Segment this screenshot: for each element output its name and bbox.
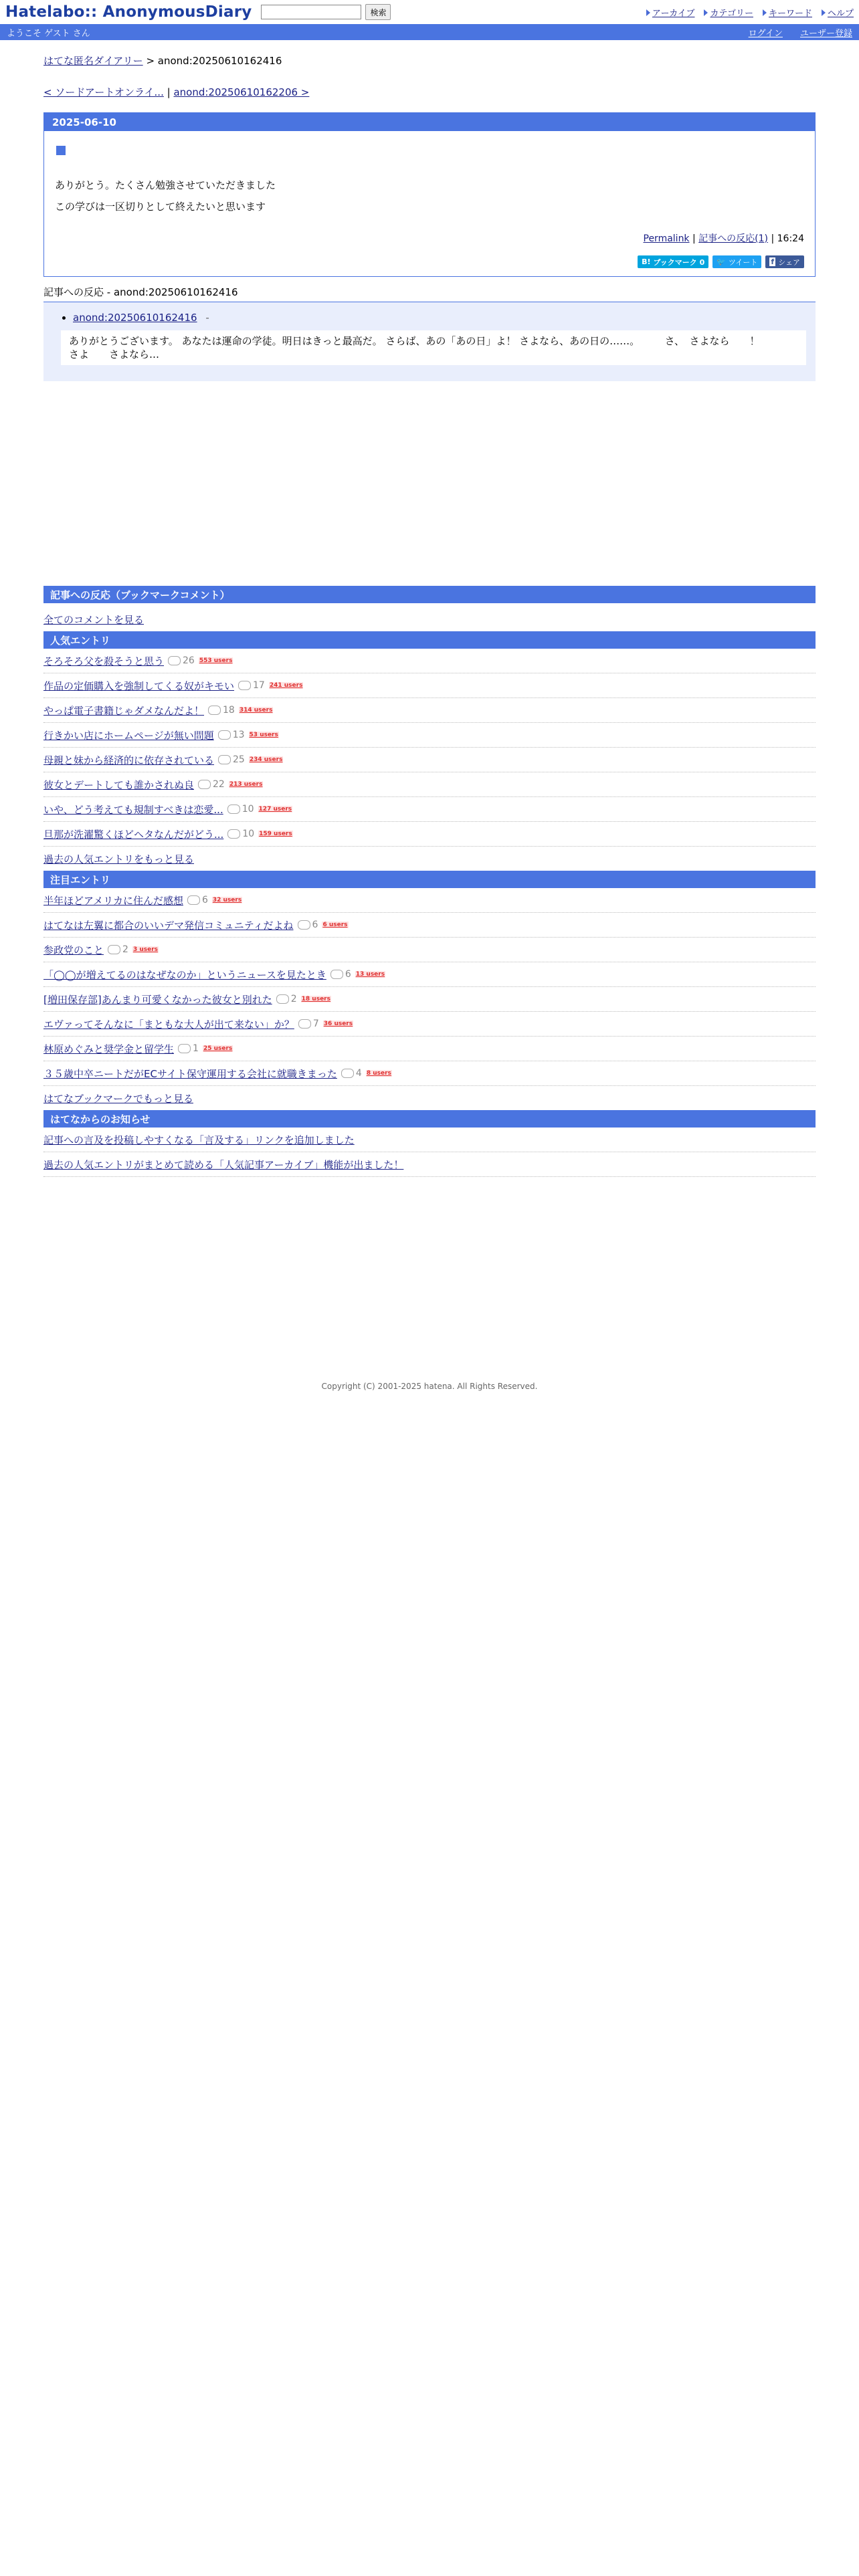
top-nav xyxy=(646,6,854,19)
ad-space xyxy=(43,381,816,586)
nav-help-link[interactable]: ヘルプ xyxy=(827,8,854,19)
search-input[interactable] xyxy=(261,5,361,19)
notice-link[interactable]: 記事への言及を投稿しやすくなる「言及する」リンクを追加しました xyxy=(43,1134,355,1146)
entry-footer: Permalink | 記事への反応(1) | 16:24 xyxy=(643,233,804,244)
entry-title-link[interactable]: はてなは左翼に都合のいいデマ発信コミュニティだよね xyxy=(43,919,294,932)
entry-row xyxy=(43,649,816,673)
entry-row xyxy=(43,962,816,987)
comment-count[interactable]: 10 xyxy=(227,829,254,839)
reaction-item: • anond:20250610162416 - xyxy=(73,312,806,324)
entry-body-line: ありがとう。たくさん勉強させていただきました xyxy=(55,179,276,191)
facebook-share-button[interactable]: f シェア xyxy=(765,255,804,268)
tweet-button[interactable]: 🐦 ツイート xyxy=(712,255,761,268)
speech-bubble-icon xyxy=(227,829,240,839)
entry-row xyxy=(43,673,816,698)
breadcrumb-current: anond:20250610162416 xyxy=(157,55,282,67)
entry-title-link[interactable]: 旦那が洗濯驚くほどヘタなんだがどう... xyxy=(43,828,224,841)
bookmark-users-badge[interactable]: 18 users xyxy=(301,996,330,1002)
entry-title-link[interactable]: 半年ほどアメリカに住んだ感想 xyxy=(43,894,183,907)
reactions-title: 記事への反応 - anond:20250610162416 xyxy=(43,286,238,298)
entry-row xyxy=(43,723,816,748)
bookmark-users-badge[interactable]: 241 users xyxy=(269,682,303,689)
notice-item xyxy=(43,1152,816,1177)
breadcrumb xyxy=(43,53,816,68)
entry-row xyxy=(43,748,816,772)
entry-row xyxy=(43,822,816,847)
reaction-item-link[interactable]: anond:20250610162416 xyxy=(73,312,197,324)
entry-row xyxy=(43,987,816,1012)
entry-title-link[interactable]: 参政党のこと xyxy=(43,944,104,956)
entry-title-link[interactable]: いや、どう考えても規制すべきは恋愛... xyxy=(43,803,223,816)
speech-bubble-icon xyxy=(178,1044,191,1053)
notable-more-row xyxy=(43,1086,816,1110)
entry-row xyxy=(43,772,816,797)
bookmark-users-badge[interactable]: 553 users xyxy=(199,657,233,664)
permalink-link[interactable]: Permalink xyxy=(643,233,690,244)
bookmark-users-badge[interactable]: 127 users xyxy=(258,806,292,813)
nav-category-link[interactable]: カテゴリー xyxy=(710,8,753,19)
nav-keyword[interactable] xyxy=(763,6,812,19)
share-buttons xyxy=(55,255,804,268)
comment-count[interactable]: 2 xyxy=(108,944,128,955)
nav-archive[interactable] xyxy=(646,6,695,19)
speech-bubble-icon xyxy=(208,706,221,715)
reactions-box xyxy=(43,302,816,381)
popular-more-row xyxy=(43,847,816,871)
bookmark-users-badge[interactable]: 32 users xyxy=(212,897,242,903)
entry-title-link[interactable]: 彼女とデートしても誰かされぬ良 xyxy=(43,778,195,791)
nav-help[interactable] xyxy=(822,6,854,19)
comment-count[interactable]: 25 xyxy=(218,754,245,765)
welcome-bar xyxy=(0,24,859,40)
notable-heading: 注目エントリ xyxy=(43,871,816,888)
entry-title-link[interactable]: ３５歳中卒ニートだがECサイト保守運用する会社に就職きまった xyxy=(43,1067,337,1080)
comment-count[interactable]: 7 xyxy=(298,1018,319,1029)
nav-keyword-link[interactable]: キーワード xyxy=(768,8,812,19)
search-button[interactable]: 検索 xyxy=(365,4,391,20)
speech-bubble-icon xyxy=(108,945,120,954)
bookmark-users-badge[interactable]: 234 users xyxy=(249,756,283,763)
notice-item xyxy=(43,1128,816,1152)
prev-entry-link[interactable]: < ソードアートオンライ... xyxy=(43,86,164,98)
notices-heading: はてなからのお知らせ xyxy=(43,1110,816,1128)
bookmark-users-badge[interactable]: 159 users xyxy=(259,831,292,837)
entry-title-link[interactable]: そろそろ父を殺そうと思う xyxy=(43,655,165,667)
nav-category[interactable] xyxy=(704,6,753,19)
popular-more-link[interactable]: 過去の人気エントリをもっと見る xyxy=(43,853,195,865)
facebook-f-icon: f xyxy=(771,257,775,266)
copyright: Copyright (C) 2001-2025 hatena. All Rights Reserved. xyxy=(321,1382,538,1391)
site-logo[interactable]: Hatelabo:: AnonymousDiary xyxy=(5,3,252,21)
speech-bubble-icon xyxy=(187,895,200,905)
search-form xyxy=(261,4,391,20)
bookmark-users-badge[interactable]: 6 users xyxy=(322,922,348,928)
comment-count[interactable]: 26 xyxy=(168,655,195,666)
bookmark-users-badge[interactable]: 3 users xyxy=(132,946,158,953)
entry-title-link[interactable]: 行きかい店にホームページが無い問題 xyxy=(43,729,214,742)
diary-entry xyxy=(43,112,816,277)
triangle-right-icon xyxy=(822,9,826,16)
bookmark-comments-heading: 記事への反応（ブックマークコメント） xyxy=(43,586,816,603)
nav-archive-link[interactable]: アーカイブ xyxy=(652,8,695,19)
hatena-b-icon: B! xyxy=(642,257,651,266)
main-content xyxy=(43,40,816,1177)
reaction-count-link[interactable]: 記事への反応(1) xyxy=(698,233,769,244)
register-link[interactable]: ユーザー登録 xyxy=(799,28,852,39)
triangle-right-icon xyxy=(646,9,650,16)
entry-date: 2025-06-10 xyxy=(44,113,815,131)
notable-list xyxy=(43,888,816,1086)
all-comments-link[interactable]: 全てのコメントを見る xyxy=(43,613,145,626)
speech-bubble-icon xyxy=(198,780,211,789)
twitter-bird-icon: 🐦 xyxy=(717,257,726,266)
speech-bubble-icon xyxy=(238,681,251,690)
entry-row xyxy=(43,1061,816,1086)
comment-count[interactable]: 1 xyxy=(178,1043,199,1054)
pager xyxy=(43,85,816,99)
comment-count[interactable]: 17 xyxy=(238,680,265,691)
entry-row xyxy=(43,1037,816,1061)
entry-row xyxy=(43,1012,816,1037)
entry-title-link[interactable]: 母親と妹から経済的に依存されている xyxy=(43,754,215,766)
bookmark-users-badge[interactable]: 8 users xyxy=(366,1070,391,1077)
login-link[interactable]: ログイン xyxy=(748,28,783,39)
bookmark-users-badge[interactable]: 25 users xyxy=(203,1045,233,1052)
entry-title-link[interactable]: やっぱ電子書籍じゃダメなんだよ！ xyxy=(43,704,205,717)
popular-heading: 人気エントリ xyxy=(43,631,816,649)
speech-bubble-icon xyxy=(227,804,240,814)
entry-time: 16:24 xyxy=(777,233,804,244)
comment-count[interactable]: 18 xyxy=(208,705,235,716)
speech-bubble-icon xyxy=(218,755,231,764)
triangle-right-icon xyxy=(704,9,708,16)
comment-count[interactable]: 6 xyxy=(187,895,208,905)
speech-bubble-icon xyxy=(168,656,181,665)
comment-count[interactable]: 6 xyxy=(298,920,318,930)
speech-bubble-icon xyxy=(298,1019,311,1029)
all-comments-row xyxy=(43,607,816,631)
comment-count[interactable]: 2 xyxy=(276,994,297,1004)
comment-count[interactable]: 22 xyxy=(198,779,225,790)
hatena-bookmark-button[interactable]: B! ブックマーク 0 xyxy=(638,255,708,268)
speech-bubble-icon xyxy=(341,1069,354,1078)
entry-row xyxy=(43,888,816,913)
comment-count[interactable]: 4 xyxy=(341,1068,362,1079)
popular-list xyxy=(43,649,816,847)
entry-row xyxy=(43,797,816,822)
entry-row xyxy=(43,938,816,962)
speech-bubble-icon xyxy=(276,994,289,1004)
entry-row xyxy=(43,698,816,723)
next-entry-link[interactable]: anond:20250610162206 > xyxy=(173,86,310,98)
entry-title-link[interactable]: 作品の定価購入を強制してくる奴がキモい xyxy=(43,679,235,692)
entry-title-link[interactable]: 「◯◯が増えてるのはなぜなのか」というニュースを見たとき xyxy=(43,968,326,981)
welcome-text: ようこそ ゲスト さん xyxy=(7,28,90,39)
reaction-quote: ありがとうございます。 あなたは運命の学徒。明日はきっと最高だ。 さらば、あの「あの日」よ！ さよなら、あの日の……。 さ、 さよなら ！ さよ さよなら… xyxy=(61,330,806,365)
bookmark-users-badge[interactable]: 13 users xyxy=(355,971,385,978)
top-bar xyxy=(0,0,859,24)
triangle-right-icon xyxy=(763,9,767,16)
notice-link[interactable]: 過去の人気エントリがまとめて読める「人気記事アーカイブ」機能が出ました！ xyxy=(43,1158,404,1171)
bookmark-users-badge[interactable]: 213 users xyxy=(229,781,263,788)
breadcrumb-root[interactable]: はてな匿名ダイアリー xyxy=(43,55,143,67)
bookmark-users-badge[interactable]: 314 users xyxy=(239,707,273,714)
entry-title-square-icon[interactable] xyxy=(56,146,66,155)
comment-count[interactable]: 6 xyxy=(330,969,351,980)
notable-more-link[interactable]: はてなブックマークでもっと見る xyxy=(43,1092,193,1105)
pager-separator: | xyxy=(167,86,171,98)
speech-bubble-icon xyxy=(298,920,310,930)
bookmark-users-badge[interactable]: 53 users xyxy=(249,732,278,738)
bookmark-users-badge[interactable]: 36 users xyxy=(323,1021,353,1027)
comment-count[interactable]: 13 xyxy=(218,730,245,740)
comment-count[interactable]: 10 xyxy=(227,804,254,815)
breadcrumb-separator: > xyxy=(146,55,155,67)
entry-body-line: この学びは一区切りとして終えたいと思います xyxy=(55,201,266,213)
entry-title-link[interactable]: [増田保存部]あんまり可愛くなかった彼女と別れた xyxy=(43,993,272,1006)
speech-bubble-icon xyxy=(330,970,343,979)
speech-bubble-icon xyxy=(218,730,231,740)
entry-title-link[interactable]: エヴァってそんなに「まともな大人が出て来ない」か？ xyxy=(43,1018,294,1031)
entry-title-link[interactable]: 林原めぐみと奨学金と留学生 xyxy=(43,1043,175,1055)
entry-row xyxy=(43,913,816,938)
